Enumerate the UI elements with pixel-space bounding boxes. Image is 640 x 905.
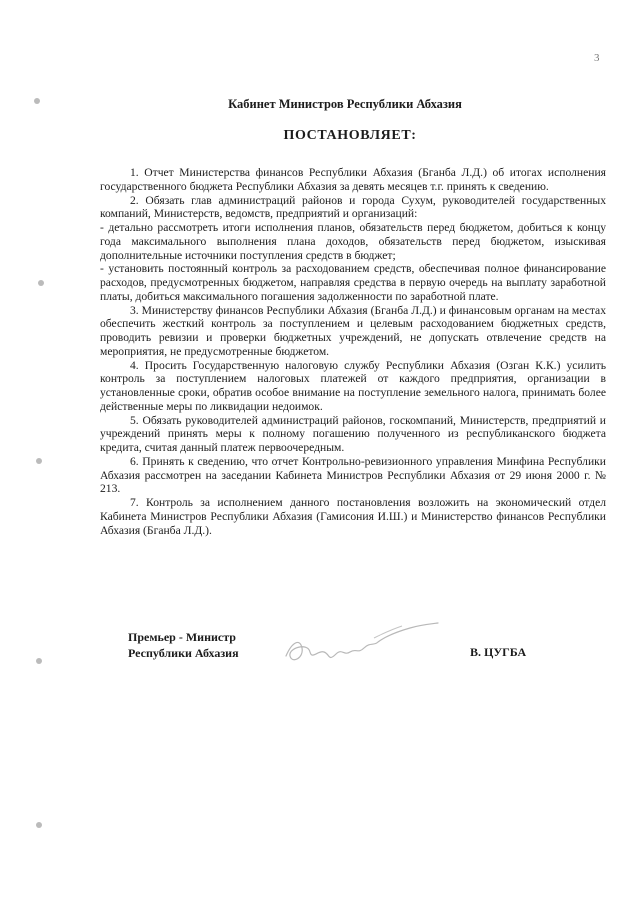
paragraph-3: 3. Министерству финансов Республики Абхазия (Бганба Л.Д.) и финансовым органам на местах обеспечить жесткий контроль за поступлением и целевым расходованием бюджетных средств, проводить ревизии и проверки бюджетных учреждений, не допускать отвлечение средств на мероприятия, не предусмотренные бюджетом. xyxy=(100,303,606,358)
page-number: 3 xyxy=(594,52,600,64)
signature-position-line-2: Республики Абхазия xyxy=(128,646,239,660)
margin-mark xyxy=(36,822,42,828)
paragraph-4: 4. Просить Государственную налоговую службу Республики Абхазия (Озган К.К.) усилить контроль за поступлением налоговых платежей от каждого предприятия, организации в установленные сроки, обратив особое внимание на поступление земельного налога, принимать более действенные меры по ликвидации недоимок. xyxy=(100,358,606,413)
margin-mark xyxy=(36,458,42,464)
margin-mark xyxy=(36,658,42,664)
signature-position xyxy=(128,629,239,661)
paragraph-2: 2. Обязать глав администраций районов и города Сухум, руководителей государственных компаний, Министерств, ведомств, предприятий и организаций: xyxy=(100,193,606,221)
paragraph-2-bullet-1: - детально рассмотреть итоги исполнения планов, обязательств перед бюджетом, добиться к концу года максимального выполнения плана доходов, обязательств перед бюджетом, изыскивая дополнительные источники поступления средств в бюджет; xyxy=(100,221,606,262)
document-title: ПОСТАНОВЛЯЕТ: xyxy=(283,128,417,143)
paragraph-7: 7. Контроль за исполнением данного постановления возложить на экономический отдел Кабинета Министров Республики Абхазия (Гамисония И.Ш.) и Министерство финансов Республики Абхазия (Бганба Л.Д.). xyxy=(100,496,606,537)
paragraph-1: 1. Отчет Министерства финансов Республики Абхазия (Бганба Л.Д.) об итогах исполнения государственного бюджета Республики Абхазия за девять месяцев т.г. принять к сведению. xyxy=(100,166,606,193)
paragraph-2-bullet-2: - установить постоянный контроль за расходованием средств, обеспечивая полное финансирование расходов, предусмотренных бюджетом, направляя средства в первую очередь на выплату заработной платы, добиться максимального погашения задолженности по заработной плате. xyxy=(100,262,606,303)
paragraph-5: 5. Обязать руководителей администраций районов, госкомпаний, Министерств, предприятий и учреждений принять меры к полному погашению полученного из республиканского бюджета кредита, считая данный платеж первоочередным. xyxy=(100,413,606,454)
signature-position-line-1: Премьер - Министр xyxy=(128,630,236,644)
signer-name: В. ЦУГБА xyxy=(470,645,527,659)
document-body xyxy=(100,166,606,537)
paragraph-6: 6. Принять к сведению, что отчет Контрольно-ревизионного управления Минфина Республики Абхазия рассмотрен на заседании Кабинета Министров Республики Абхазия от 29 июня 2000 г. № 213. xyxy=(100,454,606,496)
document-header: Кабинет Министров Республики Абхазия xyxy=(228,97,462,111)
margin-mark xyxy=(38,280,44,286)
handwritten-signature xyxy=(278,612,448,674)
